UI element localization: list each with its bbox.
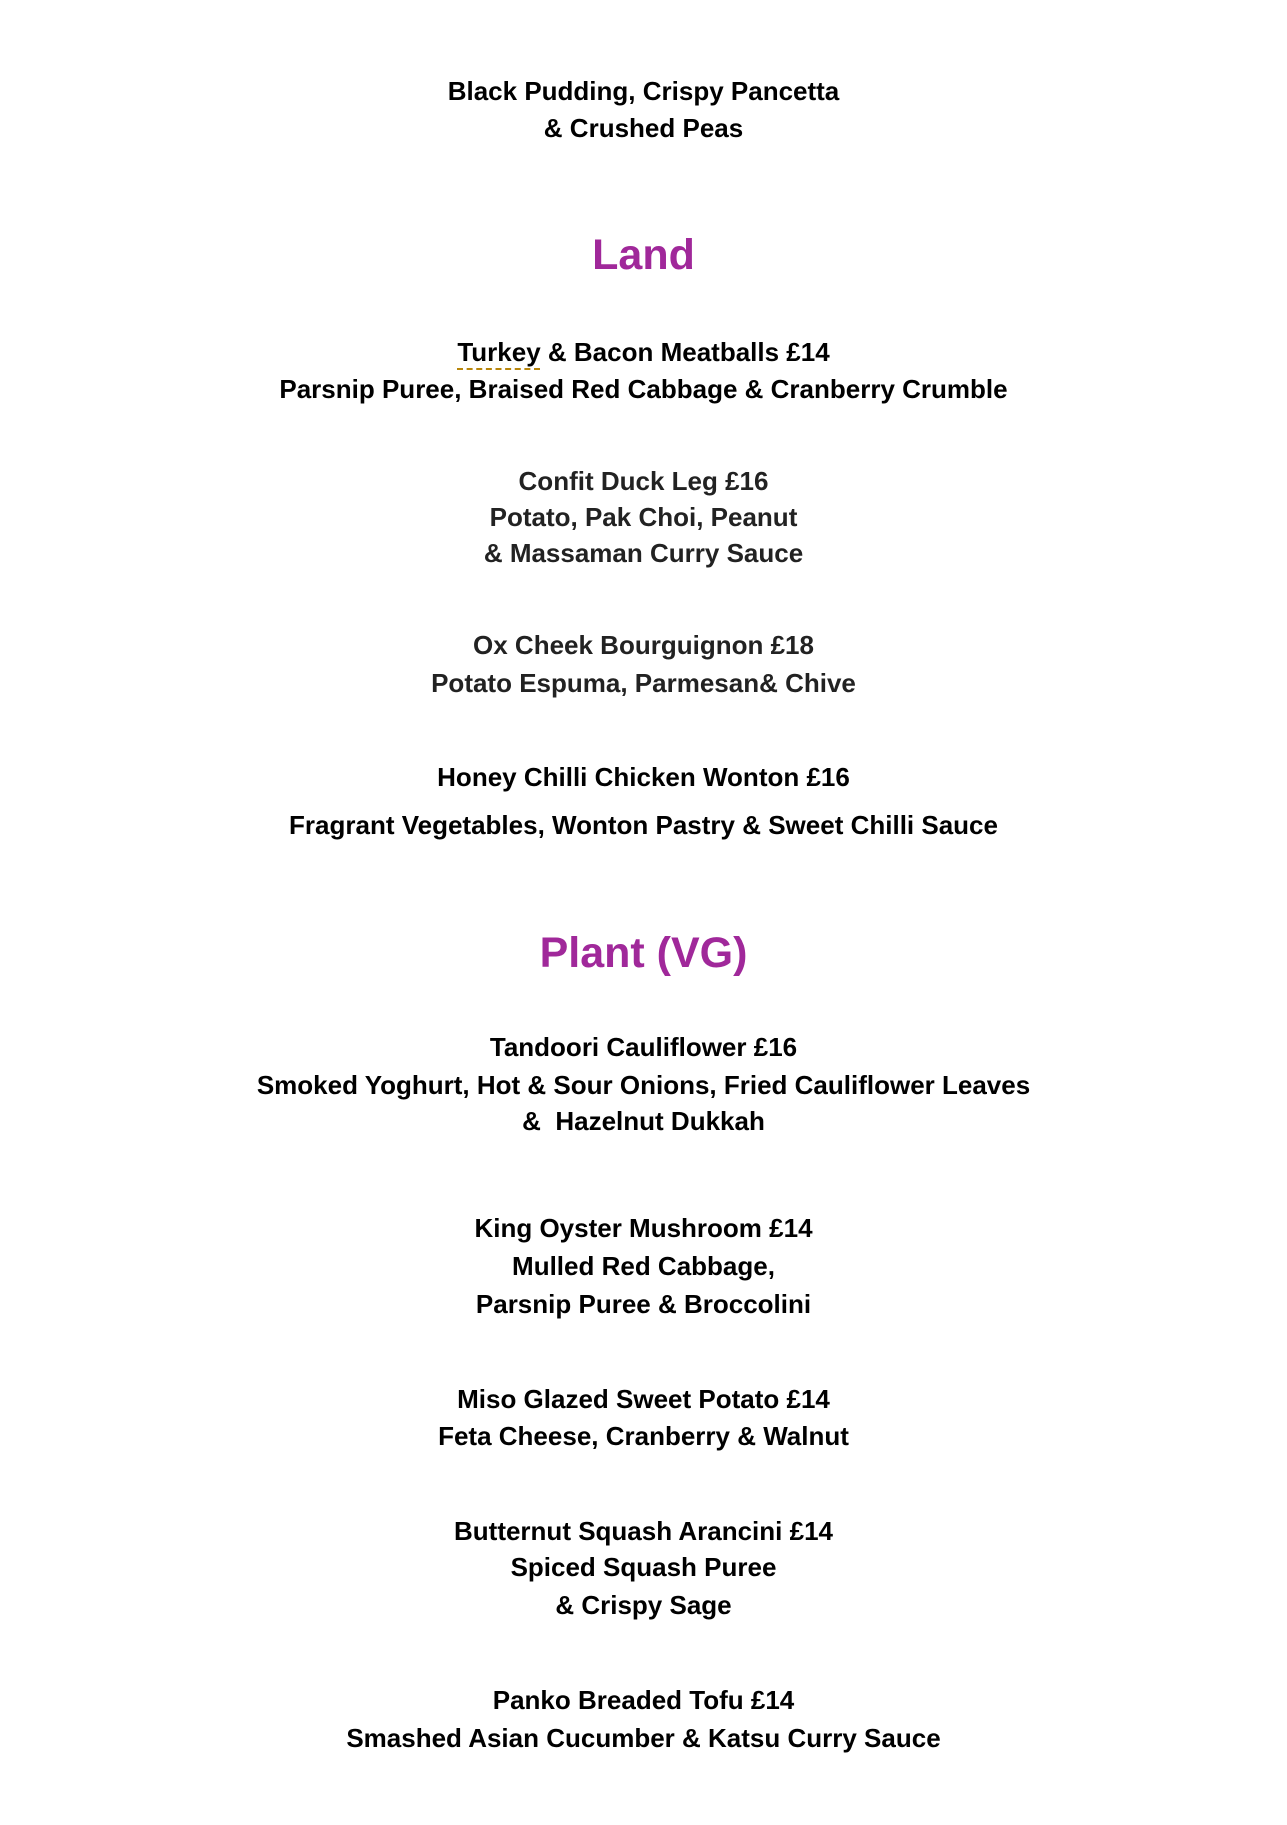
dish-title-miso-sweet-potato: Miso Glazed Sweet Potato £14 [457,1384,830,1414]
dish-title-panko-tofu: Panko Breaded Tofu £14 [492,1685,795,1715]
dish-title-rest: & Bacon Meatballs £14 [540,337,830,367]
dish-title-turkey-meatballs [0,334,1287,370]
intro-line-1: Black Pudding, Crispy Pancetta [447,76,840,106]
dish-title-tandoori-cauliflower: Tandoori Cauliflower £16 [489,1032,798,1062]
dish-title-king-oyster: King Oyster Mushroom £14 [474,1213,813,1243]
section-heading-land: Land [592,231,695,279]
intro-line-2: & Crushed Peas [543,113,744,143]
section-heading-plant: Plant (VG) [539,929,748,977]
dish-desc: Parsnip Puree & Broccolini [475,1289,812,1319]
dish-desc: Feta Cheese, Cranberry & Walnut [438,1421,849,1451]
dish-desc: Fragrant Vegetables, Wonton Pastry & Sweet Chilli Sauce [289,810,998,840]
dish-desc: Potato Espuma, Parmesan& Chive [431,668,856,698]
dish-desc: Smoked Yoghurt, Hot & Sour Onions, Fried Cauliflower Leaves [256,1070,1031,1100]
dish-desc: & Crispy Sage [555,1590,732,1620]
dish-desc: Spiced Squash Puree [510,1552,777,1582]
dish-desc: & Massaman Curry Sauce [483,538,804,568]
dish-title-confit-duck: Confit Duck Leg £16 [518,466,769,496]
dish-title-arancini: Butternut Squash Arancini £14 [454,1516,833,1546]
dish-desc: & Hazelnut Dukkah [522,1106,765,1136]
dish-desc: Parsnip Puree, Braised Red Cabbage & Cranberry Crumble [279,374,1008,404]
dish-desc: Smashed Asian Cucumber & Katsu Curry Sauce [346,1723,941,1753]
dish-desc: Mulled Red Cabbage, [512,1251,775,1281]
dish-title-ox-cheek: Ox Cheek Bourguignon £18 [473,630,814,660]
spellcheck-word: Turkey [457,337,541,367]
dish-title-chicken-wonton: Honey Chilli Chicken Wonton £16 [437,762,850,792]
dish-desc: Potato, Pak Choi, Peanut [489,502,798,532]
